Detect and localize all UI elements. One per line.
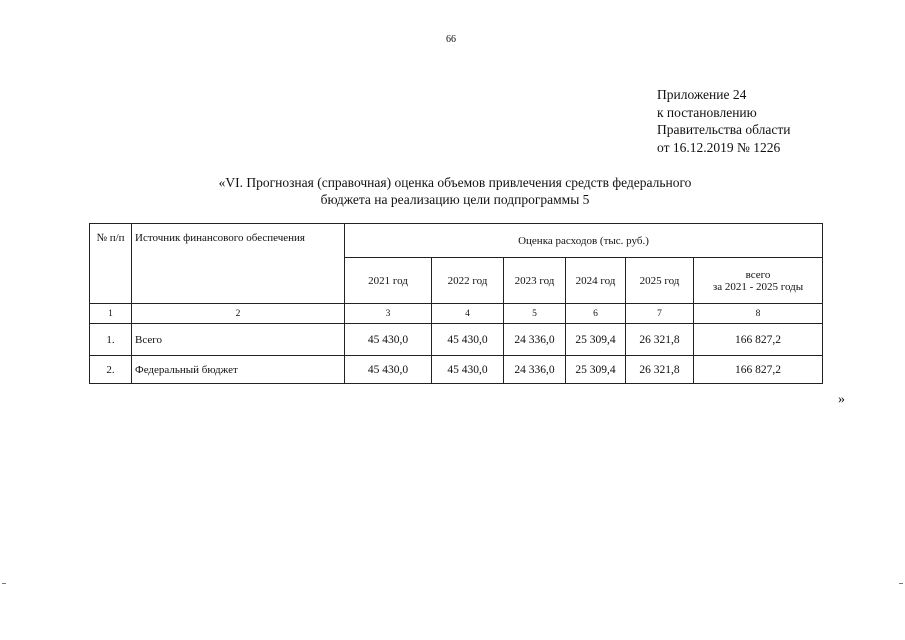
header-year: 2022 год: [432, 258, 504, 304]
header-total: [694, 258, 823, 304]
column-number: 3: [345, 304, 432, 324]
page-number: 66: [446, 34, 456, 45]
budget-estimate-table: [89, 223, 823, 384]
column-number: 1: [90, 304, 132, 324]
row-source: Всего: [132, 324, 345, 356]
header-source: Источник финансового обеспечения: [132, 224, 345, 304]
column-number: 8: [694, 304, 823, 324]
table-row: [90, 356, 823, 384]
row-value: 45 430,0: [345, 324, 432, 356]
row-num: 2.: [90, 356, 132, 384]
appendix-note: [657, 86, 790, 156]
document-title: [160, 174, 750, 208]
row-value: 24 336,0: [504, 324, 566, 356]
row-value: 45 430,0: [432, 324, 504, 356]
column-number: 2: [132, 304, 345, 324]
row-total: 166 827,2: [694, 324, 823, 356]
header-row: [90, 224, 823, 258]
column-number: 5: [504, 304, 566, 324]
row-value: 25 309,4: [566, 356, 626, 384]
header-num: № п/п: [90, 224, 132, 304]
header-year: 2023 год: [504, 258, 566, 304]
header-estimate: Оценка расходов (тыс. руб.): [345, 224, 823, 258]
scan-edge-mark: [899, 583, 903, 584]
appendix-line: Приложение 24: [657, 87, 747, 102]
header-year: 2024 год: [566, 258, 626, 304]
header-total-line: всего: [745, 268, 771, 281]
column-number: 7: [626, 304, 694, 324]
column-number: 4: [432, 304, 504, 324]
row-num: 1.: [90, 324, 132, 356]
appendix-line: к постановлению: [657, 104, 757, 120]
row-value: 24 336,0: [504, 356, 566, 384]
title-line: бюджета на реализацию цели подпрограммы 5: [320, 192, 590, 207]
appendix-line: Правительства области: [657, 122, 791, 137]
row-value: 26 321,8: [626, 356, 694, 384]
row-value: 26 321,8: [626, 324, 694, 356]
row-value: 45 430,0: [345, 356, 432, 384]
row-value: 45 430,0: [432, 356, 504, 384]
row-source: Федеральный бюджет: [132, 356, 345, 384]
column-number: 6: [566, 304, 626, 324]
closing-quote: »: [838, 392, 845, 407]
appendix-line: от 16.12.2019 № 1226: [657, 139, 781, 155]
header-year: 2021 год: [345, 258, 432, 304]
header-total-line: за 2021 - 2025 годы: [712, 280, 804, 293]
column-number-row: [90, 304, 823, 324]
header-year: 2025 год: [626, 258, 694, 304]
scan-edge-mark: [2, 583, 6, 584]
table-row: [90, 324, 823, 356]
row-total: 166 827,2: [694, 356, 823, 384]
title-line: «VI. Прогнозная (справочная) оценка объемов привлечения средств федерального: [218, 175, 692, 190]
row-value: 25 309,4: [566, 324, 626, 356]
